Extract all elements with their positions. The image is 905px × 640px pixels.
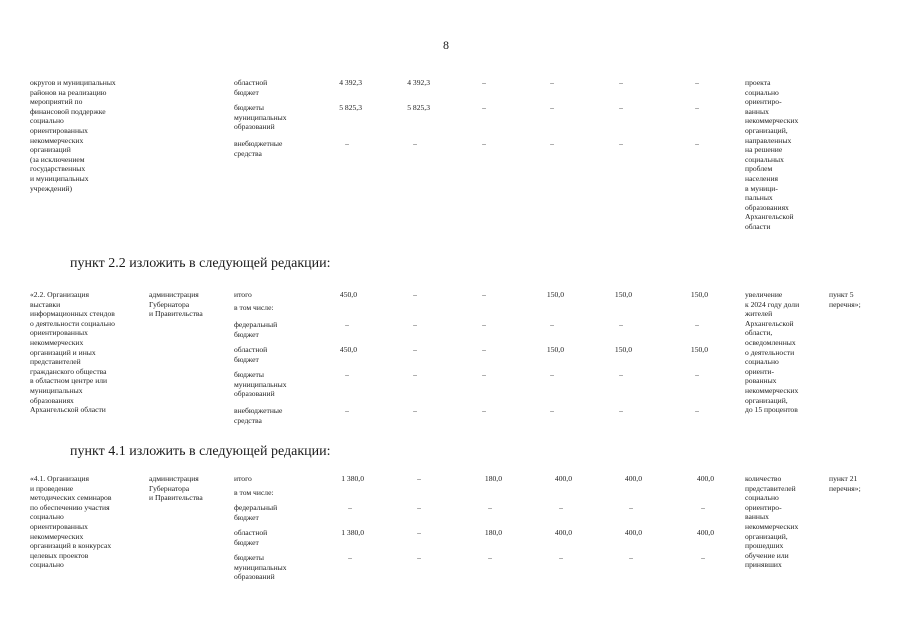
funding-source: областной бюджет xyxy=(234,345,268,364)
amount-year-2: – xyxy=(482,103,486,112)
amount-year-1: – xyxy=(417,474,421,483)
amount-year-3: – xyxy=(550,320,554,329)
amount-year-3: – xyxy=(550,370,554,379)
amount-total: 1 380,0 xyxy=(341,474,364,483)
amount-total: – xyxy=(345,370,349,379)
amount-year-2: – xyxy=(482,290,486,299)
amount-year-1: – xyxy=(413,290,417,299)
amount-year-5: 150,0 xyxy=(690,345,708,354)
amount-year-2: – xyxy=(482,345,486,354)
amount-year-5: 150,0 xyxy=(690,290,708,299)
funding-source: федеральный бюджет xyxy=(234,503,278,522)
funding-source: бюджеты муниципальных образований xyxy=(234,553,287,582)
amount-total: – xyxy=(348,553,352,562)
funding-source: итого xyxy=(234,290,252,299)
amount-year-2: – xyxy=(482,370,486,379)
page-number: 8 xyxy=(443,38,449,52)
section-heading: пункт 2.2 изложить в следующей редакции: xyxy=(70,256,331,271)
amount-year-1: – xyxy=(417,553,421,562)
amount-year-4: – xyxy=(619,78,623,87)
amount-year-3: – xyxy=(559,553,563,562)
amount-year-1: – xyxy=(413,370,417,379)
amount-year-5: – xyxy=(695,370,699,379)
measure-executor: администрация Губернатора и Правительства xyxy=(149,290,203,319)
amount-year-2: – xyxy=(482,406,486,415)
amount-year-2: – xyxy=(482,320,486,329)
amount-year-3: 150,0 xyxy=(546,345,564,354)
amount-year-3: 400,0 xyxy=(554,528,572,537)
amount-year-4: – xyxy=(619,320,623,329)
amount-year-4: – xyxy=(619,406,623,415)
amount-total: – xyxy=(345,406,349,415)
funding-source: бюджеты муниципальных образований xyxy=(234,370,287,399)
amount-year-2: 180,0 xyxy=(484,474,502,483)
funding-source: в том числе: xyxy=(234,488,274,497)
amount-year-5: – xyxy=(695,139,699,148)
measure-name: «2.2. Организация выставки информационных стендов о деятельности социально ориентированных некоммерческих организаций и иных представителей гражданского общества в областном центре или муниципальных образованиях Архангельской области xyxy=(30,290,115,415)
amount-year-4: 400,0 xyxy=(624,528,642,537)
amount-year-3: – xyxy=(559,503,563,512)
amount-year-2: – xyxy=(482,78,486,87)
amount-year-4: 150,0 xyxy=(614,345,632,354)
measure-indicator: увеличение к 2024 году доли жителей Архангельской области, осведомленных о деятельности социально ориенти- рованных некоммерческих организаций, до 15 процентов xyxy=(745,290,800,415)
amount-year-3: – xyxy=(550,139,554,148)
amount-total: 5 825,3 xyxy=(339,103,362,112)
amount-year-1: – xyxy=(413,139,417,148)
amount-year-1: – xyxy=(413,345,417,354)
measure-name: округов и муниципальных районов на реализацию мероприятий по финансовой поддержке социально ориентированных некоммерческих организаций (за исключением государственных и муниципальных учреждений) xyxy=(30,78,116,193)
funding-source: бюджеты муниципальных образований xyxy=(234,103,287,132)
amount-year-4: 400,0 xyxy=(624,474,642,483)
amount-year-5: 400,0 xyxy=(696,474,714,483)
funding-source: областной бюджет xyxy=(234,78,268,97)
amount-year-3: – xyxy=(550,78,554,87)
amount-year-3: 150,0 xyxy=(546,290,564,299)
amount-year-2: 180,0 xyxy=(484,528,502,537)
amount-year-4: 150,0 xyxy=(614,290,632,299)
amount-year-5: – xyxy=(701,503,705,512)
amount-year-4: – xyxy=(619,103,623,112)
amount-year-3: – xyxy=(550,103,554,112)
amount-year-4: – xyxy=(619,370,623,379)
amount-year-1: – xyxy=(417,528,421,537)
funding-source: федеральный бюджет xyxy=(234,320,278,339)
amount-total: – xyxy=(348,503,352,512)
amount-total: 450,0 xyxy=(339,290,357,299)
amount-year-5: – xyxy=(695,406,699,415)
section-heading: пункт 4.1 изложить в следующей редакции: xyxy=(70,444,331,459)
amount-total: 450,0 xyxy=(339,345,357,354)
funding-source: областной бюджет xyxy=(234,528,268,547)
amount-year-2: – xyxy=(488,503,492,512)
amount-year-5: – xyxy=(695,78,699,87)
amount-year-5: – xyxy=(695,320,699,329)
measure-reference: пункт 5 перечня»; xyxy=(829,290,861,309)
amount-year-3: 400,0 xyxy=(554,474,572,483)
funding-source: внебюджетные средства xyxy=(234,139,283,158)
amount-year-5: – xyxy=(701,553,705,562)
amount-year-4: – xyxy=(629,503,633,512)
amount-year-4: – xyxy=(619,139,623,148)
measure-indicator: проекта социально ориентиро- ванных некоммерческих организаций, направленных на решение социальных проблем населения в муници- пальных образованиях Архангельской области xyxy=(745,78,799,231)
amount-year-4: – xyxy=(629,553,633,562)
measure-executor: администрация Губернатора и Правительства xyxy=(149,474,203,503)
amount-year-2: – xyxy=(488,553,492,562)
amount-total: – xyxy=(345,139,349,148)
amount-year-3: – xyxy=(550,406,554,415)
funding-source: внебюджетные средства xyxy=(234,406,283,425)
amount-year-1: 4 392,3 xyxy=(407,78,430,87)
amount-year-5: 400,0 xyxy=(696,528,714,537)
amount-year-1: – xyxy=(413,406,417,415)
funding-source: в том числе: xyxy=(234,303,274,312)
amount-year-2: – xyxy=(482,139,486,148)
measure-name: «4.1. Организация и проведение методических семинаров по обеспечению участия социально ориентированных некоммерческих организаций в конкурсах целевых проектов социально xyxy=(30,474,112,570)
amount-year-5: – xyxy=(695,103,699,112)
measure-indicator: количество представителей социально ориентиро- ванных некоммерческих организаций, прошедших обучение или принявших xyxy=(745,474,799,570)
measure-reference: пункт 21 перечня»; xyxy=(829,474,861,493)
amount-year-1: – xyxy=(413,320,417,329)
amount-total: 1 380,0 xyxy=(341,528,364,537)
funding-source: итого xyxy=(234,474,252,483)
amount-total: – xyxy=(345,320,349,329)
amount-total: 4 392,3 xyxy=(339,78,362,87)
amount-year-1: 5 825,3 xyxy=(407,103,430,112)
amount-year-1: – xyxy=(417,503,421,512)
